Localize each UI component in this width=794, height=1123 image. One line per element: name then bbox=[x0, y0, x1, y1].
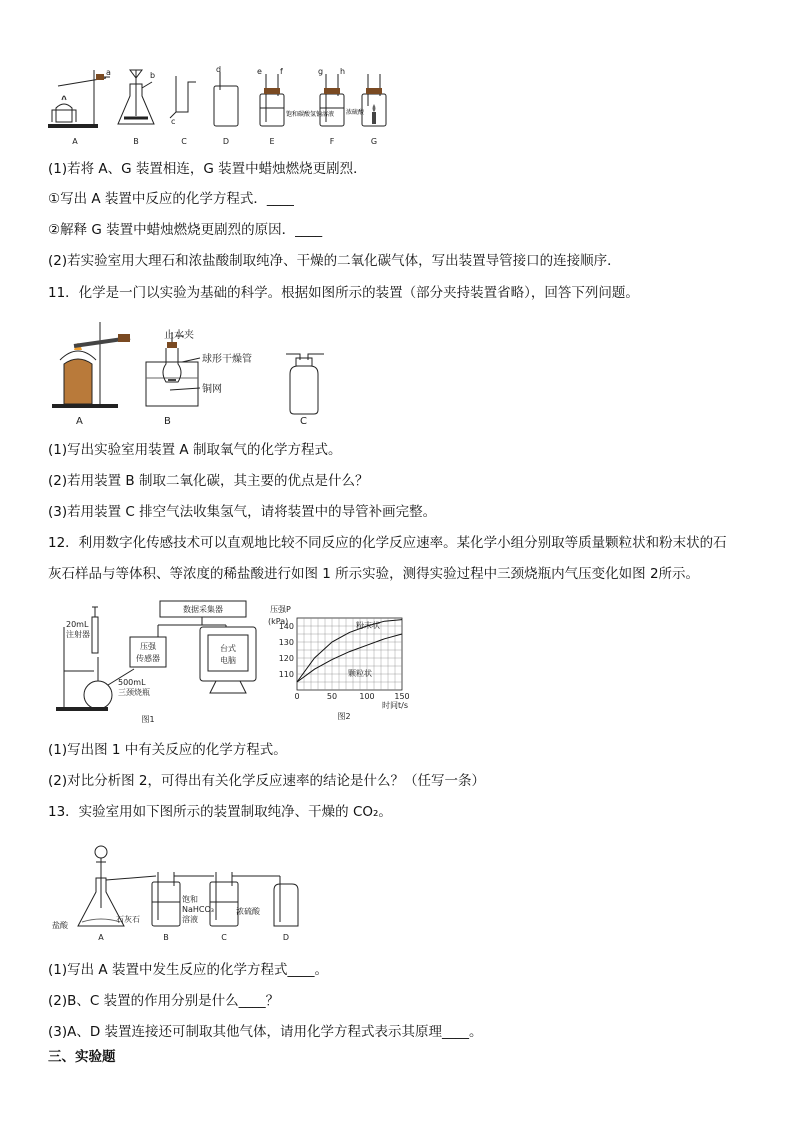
chart-xtick-label: 150 bbox=[394, 692, 410, 701]
q11-label-b: B bbox=[164, 416, 171, 427]
label-b-solution: 溶液 bbox=[182, 915, 198, 924]
port-d: d bbox=[216, 66, 222, 74]
label-pc-1: 台式 bbox=[220, 644, 236, 653]
port-c: c bbox=[171, 117, 176, 126]
q13-part1: (1)写出 A 装置中发生反应的化学方程式____。 bbox=[48, 962, 328, 978]
label-f-acid: 浓硫酸 bbox=[346, 109, 365, 116]
q11-apparatus-c bbox=[286, 354, 324, 414]
q10-part1a: ①写出 A 装置中反应的化学方程式．____ bbox=[48, 191, 294, 207]
q13-apparatus-figure bbox=[48, 832, 308, 944]
label-syringe-2: 注射器 bbox=[66, 630, 90, 639]
chart-xlabel: 时间t/s bbox=[382, 701, 408, 710]
label-b-sat: 饱和 bbox=[182, 895, 198, 904]
chart-xtick-label: 0 bbox=[294, 692, 300, 701]
q11-apparatus-a bbox=[52, 322, 130, 408]
label-figure2-caption: 图2 bbox=[337, 712, 351, 720]
port-e: e bbox=[257, 67, 262, 76]
label-clamp: 止水夹 bbox=[164, 330, 194, 341]
label-copper-mesh: 铜网 bbox=[202, 384, 222, 395]
label-a: A bbox=[72, 137, 78, 146]
q11-label-a: A bbox=[76, 416, 83, 427]
chart-xtick-label: 50 bbox=[326, 692, 338, 701]
chart-ylabel-2: (kPa) bbox=[268, 617, 289, 626]
chart-frame bbox=[297, 618, 402, 690]
apparatus-figure-a-to-g bbox=[44, 66, 394, 148]
q12-stem-line2: 灰石样品与等体积、等浓度的稀盐酸进行如图 1 所示实验，测得实验过程中三颈烧瓶内气压变化如图 2所示。 bbox=[48, 566, 700, 582]
label-drying-tube: 球形干燥管 bbox=[202, 354, 252, 365]
label-flask-1: 500mL bbox=[118, 678, 146, 687]
q13-label-b: B bbox=[163, 933, 169, 942]
q11-part1: (1)写出实验室用装置 A 制取氧气的化学方程式。 bbox=[48, 442, 342, 458]
port-g: g bbox=[318, 67, 324, 76]
label-sensor-1: 压强 bbox=[140, 642, 156, 651]
q11-stem: 11．化学是一门以实验为基础的科学。根据如图所示的装置（部分夹持装置省略），回答下列问题。 bbox=[48, 285, 639, 301]
label-c-acid: 浓硫酸 bbox=[236, 907, 260, 916]
apparatus-a bbox=[48, 70, 110, 128]
label-e: E bbox=[269, 137, 275, 146]
port-a: a bbox=[106, 68, 111, 77]
q13-part3: (3)A、D 装置连接还可制取其他气体，请用化学方程式表示其原理____。 bbox=[48, 1024, 483, 1040]
q11-part2: (2)若用装置 B 制取二氧化碳，其主要的优点是什么？ bbox=[48, 473, 369, 489]
q10-part2: (2)若实验室用大理石和浓盐酸制取纯净、干燥的二氧化碳气体，写出装置导管接口的连接顺序． bbox=[48, 253, 621, 269]
label-b: B bbox=[133, 137, 139, 146]
label-sensor-2: 传感器 bbox=[136, 654, 160, 663]
chart-ytick-label: 110 bbox=[278, 670, 294, 679]
port-b: b bbox=[150, 71, 156, 80]
q13-apparatus-c bbox=[210, 872, 280, 926]
section-heading-experiments: 三、实验题 bbox=[48, 1049, 116, 1065]
q12-part2: (2)对比分析图 2，可得出有关化学反应速率的结论是什么？（任写一条） bbox=[48, 773, 486, 789]
chart-ytick-label: 120 bbox=[278, 654, 294, 663]
apparatus-d bbox=[214, 72, 238, 126]
q13-stem: 13．实验室用如下图所示的装置制取纯净、干燥的 CO₂。 bbox=[48, 804, 392, 820]
port-h: h bbox=[340, 67, 346, 76]
q13-part2: (2)B、C 装置的作用分别是什么____？ bbox=[48, 993, 280, 1009]
label-hcl: 盐酸 bbox=[52, 921, 68, 930]
label-b-nahco3: NaHCO₃ bbox=[182, 905, 214, 914]
q12-figure1 bbox=[50, 597, 265, 725]
q12-part1: (1)写出图 1 中有关反应的化学方程式。 bbox=[48, 742, 287, 758]
label-data-collector: 数据采集器 bbox=[183, 605, 223, 614]
q12-stem-line1: 12．利用数字化传感技术可以直观地比较不同反应的化学反应速率。某化学小组分别取等质量颗粒状和粉末状的石 bbox=[48, 535, 727, 551]
q11-part3: (3)若用装置 C 排空气法收集氢气，请将装置中的导管补画完整。 bbox=[48, 504, 437, 520]
apparatus-g bbox=[362, 74, 386, 126]
label-c: C bbox=[181, 137, 187, 146]
apparatus-c bbox=[170, 76, 196, 118]
q13-apparatus-d bbox=[274, 876, 298, 926]
label-e-solution: 饱和碳酸氢钠溶液 bbox=[286, 111, 335, 118]
series-label-powder: 粉末状 bbox=[356, 621, 380, 630]
q13-apparatus-a bbox=[78, 846, 156, 926]
q11-label-c: C bbox=[300, 416, 307, 427]
q11-apparatus-figure bbox=[44, 318, 344, 428]
label-g: G bbox=[370, 137, 378, 146]
chart-xtick-label: 100 bbox=[359, 692, 375, 701]
chart-ytick-label: 130 bbox=[278, 638, 294, 647]
q13-label-a: A bbox=[98, 933, 104, 942]
apparatus-e bbox=[260, 74, 284, 126]
q13-label-d: D bbox=[282, 933, 290, 942]
q13-label-c: C bbox=[221, 933, 227, 942]
chart-ytick-label: 140 bbox=[278, 622, 294, 631]
label-syringe-1: 20mL bbox=[66, 620, 89, 629]
series-label-granular: 颗粒状 bbox=[348, 669, 372, 678]
q11-apparatus-b bbox=[146, 332, 200, 406]
apparatus-b bbox=[118, 70, 154, 124]
label-d: D bbox=[222, 137, 230, 146]
q12-pressure-chart bbox=[264, 602, 414, 720]
chart-grid bbox=[297, 618, 402, 690]
label-figure1-caption: 图1 bbox=[141, 715, 155, 724]
chart-ylabel-1: 压强P bbox=[270, 605, 291, 614]
q10-part1: (1)若将 A、G 装置相连，G 装置中蜡烛燃烧更剧烈． bbox=[48, 161, 367, 177]
label-limestone: 石灰石 bbox=[116, 915, 140, 924]
label-f: F bbox=[329, 137, 335, 146]
label-flask-2: 三颈烧瓶 bbox=[118, 688, 150, 697]
apparatus-f bbox=[320, 74, 344, 126]
q10-part1b: ②解释 G 装置中蜡烛燃烧更剧烈的原因．____ bbox=[48, 222, 323, 238]
label-pc-2: 电脑 bbox=[220, 656, 236, 665]
port-f: f bbox=[280, 67, 283, 76]
